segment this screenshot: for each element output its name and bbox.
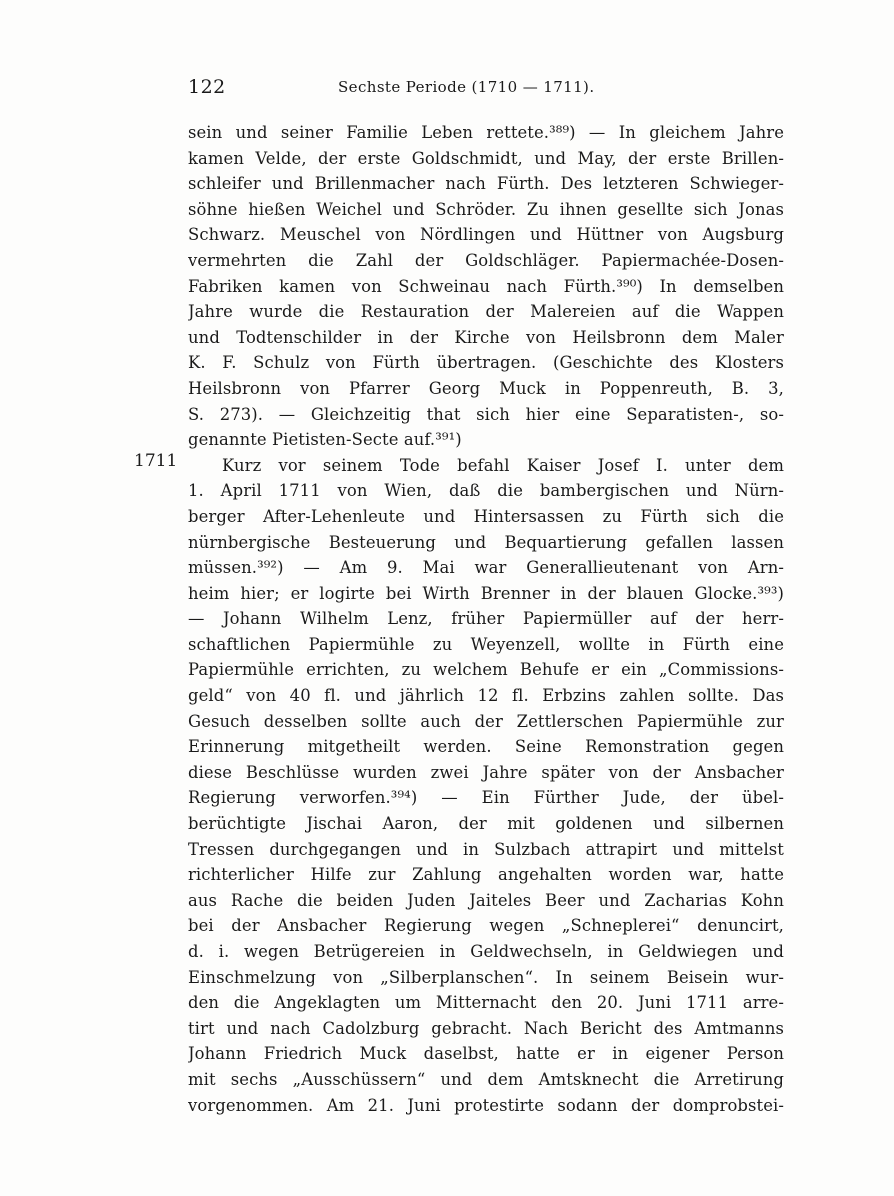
text-line: Schwarz. Meuschel von Nördlingen und Hüttner von Augsburg <box>188 225 784 245</box>
body-text <box>188 120 784 1118</box>
running-head: Sechste Periode (1710 — 1711). <box>338 78 595 96</box>
text-line: aus Rache die beiden Juden Jaiteles Beer und Zacharias Kohn <box>188 890 784 910</box>
text-line: den die Angeklagten um Mitternacht den 20. Juni 1711 arre- <box>188 993 784 1013</box>
text-line: genannte Pietisten-Secte auf.³⁹¹) <box>188 430 462 450</box>
text-line: heim hier; er logirte bei Wirth Brenner in der blauen Glocke.³⁹³) <box>188 583 784 603</box>
text-line: mit sechs „Ausschüssern“ und dem Amtsknecht die Arretirung <box>188 1069 784 1089</box>
page-header <box>188 76 784 102</box>
text-line: schleifer und Brillenmacher nach Fürth. Des letzteren Schwieger- <box>188 174 784 194</box>
text-line: Einschmelzung von „Silberplanschen“. In seinem Beisein wur- <box>188 967 784 987</box>
text-line: Fabriken kamen von Schweinau nach Fürth.³⁹⁰) In demselben <box>188 276 784 296</box>
text-line: vorgenommen. Am 21. Juni protestirte sodann der domprobstei- <box>188 1095 784 1115</box>
margin-year-note: 1711 <box>134 451 178 471</box>
text-line: kamen Velde, der erste Goldschmidt, und May, der erste Brillen- <box>188 148 784 168</box>
text-line: S. 273). — Gleichzeitig that sich hier eine Separatisten-, so- <box>188 404 784 424</box>
text-line: Johann Friedrich Muck daselbst, hatte er in eigener Person <box>188 1044 784 1064</box>
text-line: Kurz vor seinem Tode befahl Kaiser Josef I. unter dem <box>222 455 784 475</box>
text-line: Jahre wurde die Restauration der Malereien auf die Wappen <box>188 302 784 322</box>
text-line: Regierung verworfen.³⁹⁴) — Ein Fürther Jude, der übel- <box>188 788 784 808</box>
text-line: Heilsbronn von Pfarrer Georg Muck in Poppenreuth, B. 3, <box>188 378 784 398</box>
text-line: nürnbergische Besteuerung und Bequartierung gefallen lassen <box>188 532 784 552</box>
text-line: — Johann Wilhelm Lenz, früher Papiermüller auf der herr- <box>188 609 784 629</box>
text-line: Erinnerung mitgetheilt werden. Seine Remonstration gegen <box>188 737 784 757</box>
text-line: Papiermühle errichten, zu welchem Behufe er ein „Commissions- <box>188 660 784 680</box>
text-line: Tressen durchgegangen und in Sulzbach attrapirt und mittelst <box>188 839 784 859</box>
text-line: schaftlichen Papiermühle zu Weyenzell, wollte in Fürth eine <box>188 634 784 654</box>
text-line: geld“ von 40 fl. und jährlich 12 fl. Erbzins zahlen sollte. Das <box>188 686 784 706</box>
text-line: Gesuch desselben sollte auch der Zettlerschen Papiermühle zur <box>188 711 784 731</box>
text-line: tirt und nach Cadolzburg gebracht. Nach Bericht des Amtmanns <box>188 1018 784 1038</box>
text-line: berger After-Lehenleute und Hintersassen zu Fürth sich die <box>188 506 784 526</box>
text-line: bei der Ansbacher Regierung wegen „Schneplerei“ denuncirt, <box>188 916 784 936</box>
text-line: 1. April 1711 von Wien, daß die bambergischen und Nürn- <box>188 481 784 501</box>
text-line: berüchtigte Jischai Aaron, der mit goldenen und silbernen <box>188 814 784 834</box>
text-line: und Todtenschilder in der Kirche von Heilsbronn dem Maler <box>188 327 784 347</box>
text-line: sein und seiner Familie Leben rettete.³⁸⁹) — In gleichem Jahre <box>188 123 784 142</box>
text-line: richterlicher Hilfe zur Zahlung angehalten worden war, hatte <box>188 865 784 885</box>
text-line: d. i. wegen Betrügereien in Geldwechseln, in Geldwiegen und <box>188 942 784 961</box>
text-line: söhne hießen Weichel und Schröder. Zu ihnen gesellte sich Jonas <box>188 199 784 219</box>
text-line: müssen.³⁹²) — Am 9. Mai war Generallieutenant von Arn- <box>188 558 784 578</box>
page-number: 122 <box>188 76 226 98</box>
text-line: vermehrten die Zahl der Goldschläger. Papiermachée-Dosen- <box>188 250 784 270</box>
text-line: diese Beschlüsse wurden zwei Jahre später von der Ansbacher <box>188 762 784 782</box>
text-line: K. F. Schulz von Fürth übertragen. (Geschichte des Klosters <box>188 353 784 373</box>
